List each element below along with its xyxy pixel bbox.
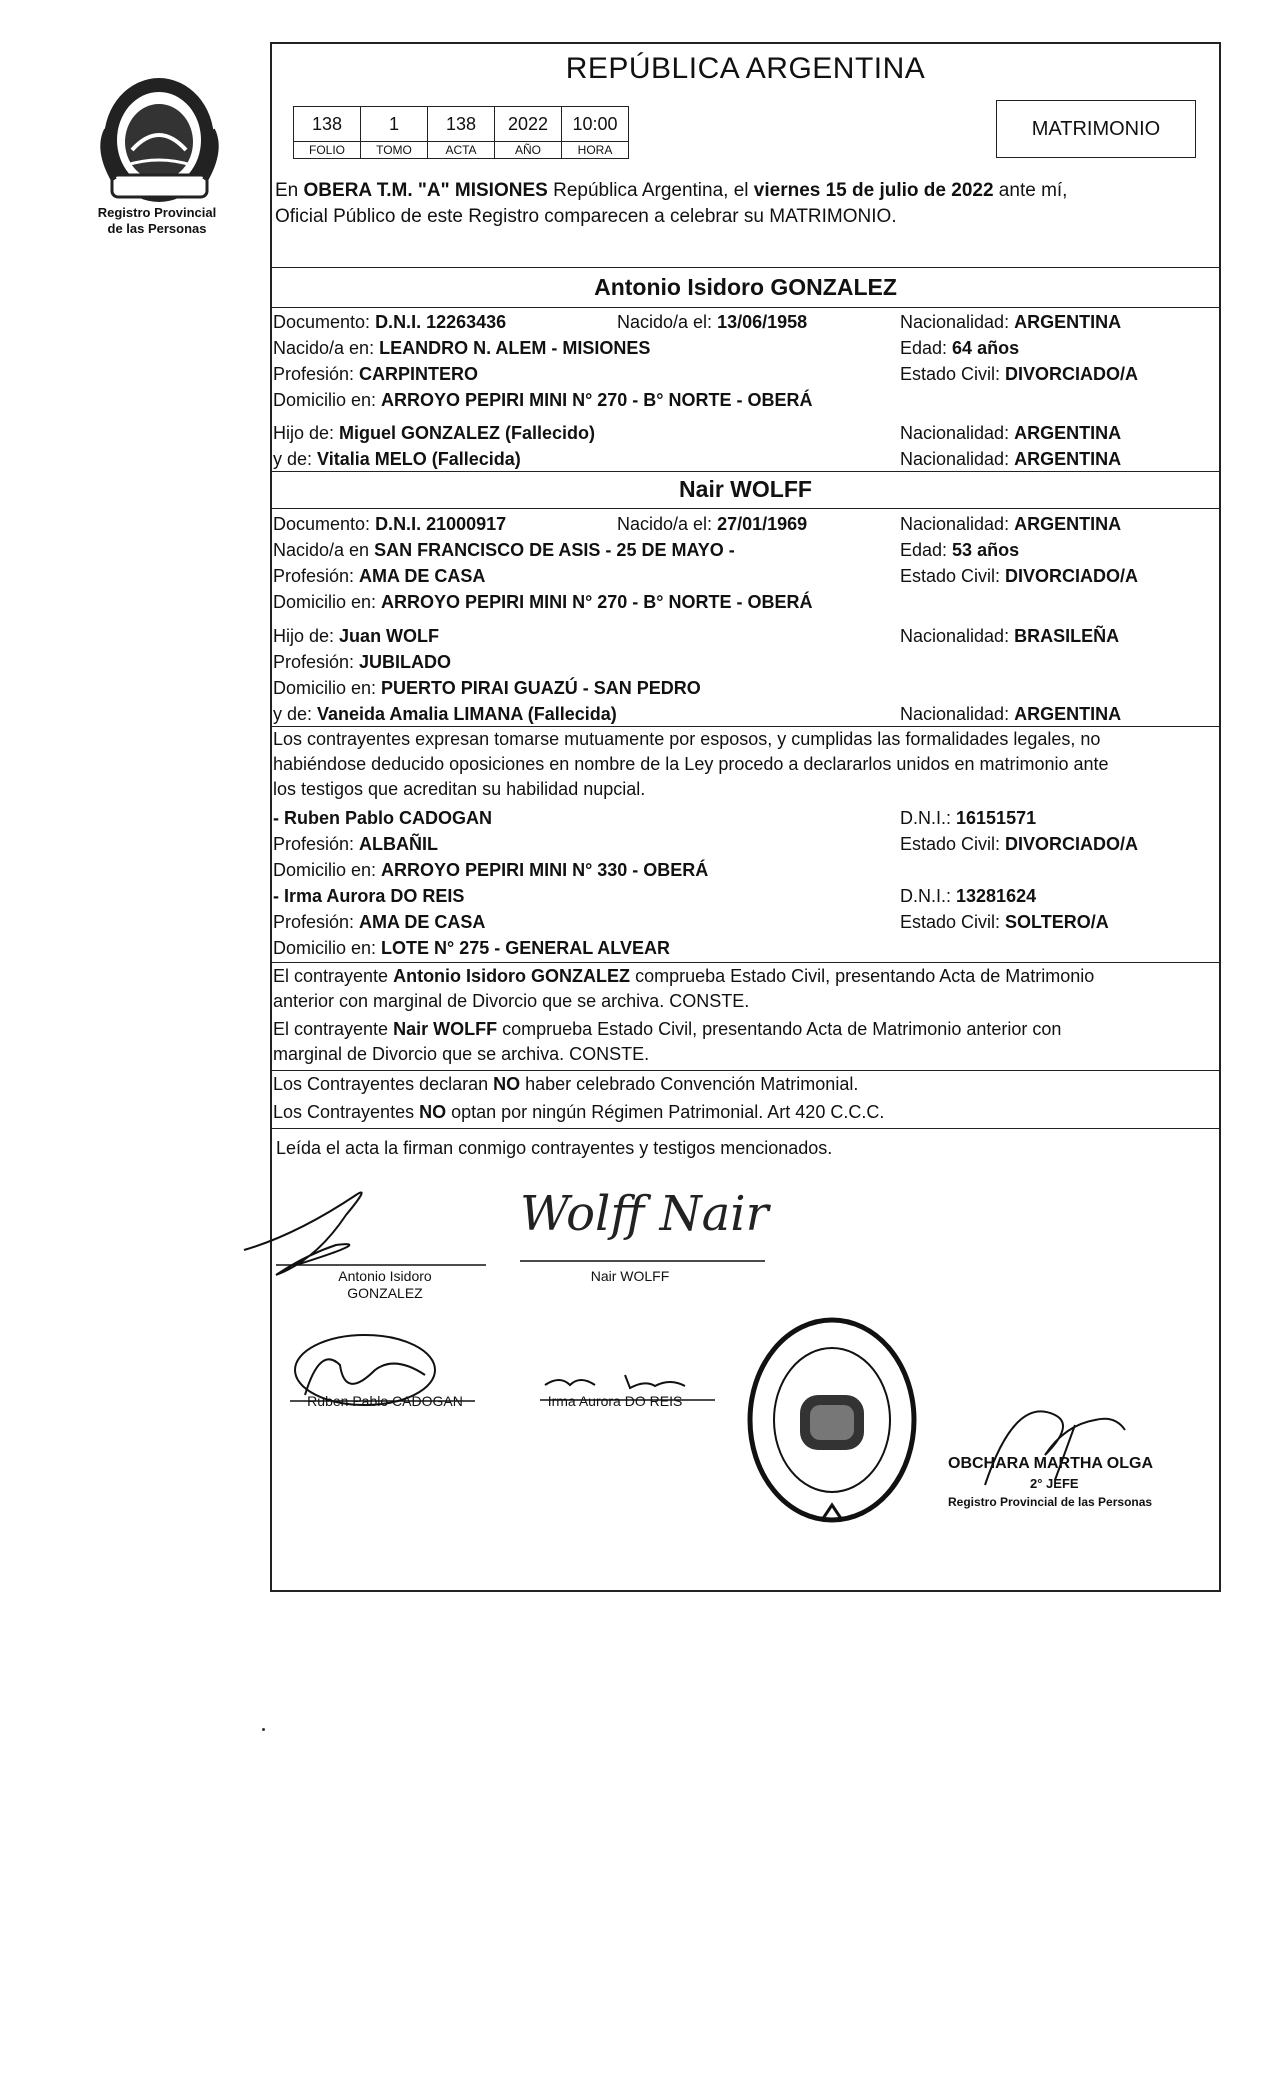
label: Nacionalidad: [900,514,1015,534]
value: - Ruben Pablo CADOGAN [273,808,492,828]
witness1-dom [273,858,708,882]
value: ARROYO PEPIRI MINI N° 270 - B° NORTE - OBERÁ [381,592,813,612]
official-name: OBCHARA MARTHA OLGA [948,1455,1154,1472]
label: Domicilio en: [273,938,382,958]
value: DIVORCIADO/A [1005,834,1139,854]
note-emph: NO [493,1074,521,1094]
signature-name-line: GONZALEZ [347,1285,423,1301]
value: ARGENTINA [1014,514,1122,534]
spouse2-father [273,624,439,648]
signature-label-wolff: Nair WOLFF [590,1268,670,1284]
witness1-name [273,806,492,830]
signature-cadogan [285,1325,485,1425]
value: 27/01/1969 [717,514,808,534]
spouse1-mother-nat [900,447,1121,471]
declaration-line: Los contrayentes expresan tomarse mutuamente por esposos, y cumplidas las formalidades legales, no [273,729,1101,749]
value: BRASILEÑA [1014,626,1120,646]
value: ALBAÑIL [359,834,439,854]
value: Miguel GONZALEZ (Fallecido) [339,423,596,443]
witness2-dni [900,884,1036,908]
witness1-dni [900,806,1036,830]
document-title: REPÚBLICA ARGENTINA [565,52,926,85]
note-text: comprueba Estado Civil, presentando Acta de Matrimonio anterior con [497,1019,1062,1039]
spouse2-birthplace [273,538,735,562]
divider [270,471,1221,472]
intro-text: ante mí, [993,180,1068,201]
spouse2-name: Nair WOLFF [679,476,812,502]
spouse2-doc [273,512,506,536]
value: LOTE N° 275 - GENERAL ALVEAR [381,938,670,958]
label: y de: [273,704,318,724]
label: D.N.I.: [900,886,957,906]
spouse1-nat [900,310,1121,334]
value: CARPINTERO [359,364,479,384]
note-line [273,1017,1061,1042]
label: Domicilio en: [273,860,382,880]
logo-caption-line2: de las Personas [107,221,207,236]
note-convencion [273,1072,858,1097]
value: SAN FRANCISCO DE ASIS - 25 DE MAYO - [374,540,735,560]
intro-place: OBERA T.M. "A" MISIONES [303,180,548,201]
spouse2-dom [273,590,813,614]
label: Domicilio en: [273,390,382,410]
logo-caption-line1: Registro Provincial [97,205,217,220]
note-spouse1 [273,964,1094,1014]
label: Hijo de: [273,423,340,443]
spouse1-father-nat [900,421,1121,445]
official-org: Registro Provincial de las Personas [948,1495,1153,1509]
spouse2-born [617,512,807,536]
note-text: haber celebrado Convención Matrimonial. [520,1074,859,1094]
signature-name-line: Antonio Isidoro [338,1268,432,1284]
note-text: Los Contrayentes [273,1102,420,1122]
divider [270,1128,1221,1129]
tomo-value: 1 [361,107,428,142]
value: ARGENTINA [1014,423,1122,443]
spouse2-mother-nat [900,702,1121,726]
spouse1-dom [273,388,813,412]
spouse1-mother [273,447,521,471]
witness2-name [273,884,464,908]
label: Hijo de: [273,626,340,646]
label: Documento: [273,514,376,534]
spouse2-father-prof [273,650,451,674]
signature-label-doreis: Irma Aurora DO REIS [547,1393,683,1409]
note-text: comprueba Estado Civil, presentando Acta de Matrimonio [630,966,1095,986]
signature-wolff-script: Wolff Nair [520,1186,769,1242]
folio-value: 138 [294,107,361,142]
witness2-civil [900,910,1109,934]
doc-type-box: MATRIMONIO [996,100,1196,158]
divider [270,962,1221,963]
value: SOLTERO/A [1005,912,1109,932]
intro-text: En [275,180,304,201]
intro-paragraph [275,178,1217,230]
label: Estado Civil: [900,912,1006,932]
intro-text: República Argentina, el [547,180,754,201]
note-regimen [273,1100,884,1125]
anio-value: 2022 [495,107,562,142]
value: JUBILADO [359,652,452,672]
witness1-prof [273,832,438,856]
value: Juan WOLF [339,626,440,646]
value: Vitalia MELO (Fallecida) [317,449,521,469]
spouse1-prof [273,362,478,386]
spouse1-doc [273,310,506,334]
intro-line2: Oficial Público de este Registro comparecen a celebrar su MATRIMONIO. [275,206,897,227]
spouse2-mother [273,702,617,726]
label: Estado Civil: [900,566,1006,586]
label: Profesión: [273,912,360,932]
value: 53 años [952,540,1020,560]
label: Profesión: [273,566,360,586]
provincia-misiones-logo [92,70,227,210]
spouse2-father-dom [273,676,701,700]
value: 64 años [952,338,1020,358]
label: Edad: [900,540,953,560]
note-name: Nair WOLFF [393,1019,498,1039]
record-boxes [293,106,629,159]
divider [270,1070,1221,1071]
value: ARGENTINA [1014,312,1122,332]
label: Nacido/a en: [273,338,380,358]
logo-caption [82,205,232,237]
signature-label-gonzalez [310,1268,460,1302]
note-emph: NO [419,1102,447,1122]
note-line: anterior con marginal de Divorcio que se archiva. CONSTE. [273,991,750,1011]
acta-label: ACTA [428,142,495,159]
hora-label: HORA [562,142,629,159]
registro-seal [742,1315,922,1535]
intro-date: viernes 15 de julio de 2022 [753,180,994,201]
note-spouse2 [273,1017,1061,1067]
value: 13/06/1958 [717,312,808,332]
note-text: El contrayente [273,966,394,986]
spouse1-birthplace [273,336,650,360]
label: Nacido/a el: [617,312,718,332]
acta-value: 138 [428,107,495,142]
official-role: 2° JEFE [1030,1476,1079,1491]
label: Nacido/a el: [617,514,718,534]
declaration-line: habiéndose deducido oposiciones en nombre de la Ley procedo a declararlos unidos en matrimonio ante [273,754,1109,774]
label: Domicilio en: [273,678,382,698]
label: Nacionalidad: [900,626,1015,646]
label: Nacionalidad: [900,312,1015,332]
value: ARGENTINA [1014,704,1122,724]
declaration [273,727,1109,802]
value: 13281624 [956,886,1037,906]
label: Profesión: [273,652,360,672]
label: Nacionalidad: [900,449,1015,469]
value: DIVORCIADO/A [1005,364,1139,384]
note-reading: Leída el acta la firman conmigo contrayentes y testigos mencionados. [276,1138,833,1158]
tomo-label: TOMO [361,142,428,159]
note-line: marginal de Divorcio que se archiva. CONSTE. [273,1044,650,1064]
note-name: Antonio Isidoro GONZALEZ [393,966,631,986]
spouse2-age [900,538,1019,562]
declaration-line: los testigos que acreditan su habilidad nupcial. [273,779,646,799]
divider [270,307,1221,308]
spouse1-father [273,421,595,445]
value: 16151571 [956,808,1037,828]
divider [270,267,1221,268]
stray-mark [262,1728,265,1731]
label: Nacionalidad: [900,423,1015,443]
witness1-civil [900,832,1138,856]
witness2-dom [273,936,670,960]
spouse2-nat [900,512,1121,536]
value: ARGENTINA [1014,449,1122,469]
label: D.N.I.: [900,808,957,828]
spouse1-name: Antonio Isidoro GONZALEZ [594,274,897,300]
note-text: Los Contrayentes declaran [273,1074,494,1094]
folio-label: FOLIO [294,142,361,159]
value: AMA DE CASA [359,566,486,586]
label: Profesión: [273,364,360,384]
value: AMA DE CASA [359,912,486,932]
spouse2-father-nat [900,624,1119,648]
note-line [273,964,1094,989]
divider [270,508,1221,509]
spouse1-age [900,336,1019,360]
signature-label-cadogan: Ruben Pablo CADOGAN [307,1393,463,1409]
label: Profesión: [273,834,360,854]
note-text: optan por ningún Régimen Patrimonial. Art 420 C.C.C. [446,1102,885,1122]
spouse1-civil [900,362,1138,386]
label: Domicilio en: [273,592,382,612]
value: D.N.I. 12263436 [375,312,507,332]
label: Nacido/a en [273,540,375,560]
label: Estado Civil: [900,364,1006,384]
value: D.N.I. 21000917 [375,514,507,534]
anio-label: AÑO [495,142,562,159]
value: Vaneida Amalia LIMANA (Fallecida) [317,704,617,724]
value: ARROYO PEPIRI MINI N° 270 - B° NORTE - OBERÁ [381,390,813,410]
value: ARROYO PEPIRI MINI N° 330 - OBERÁ [381,860,709,880]
value: DIVORCIADO/A [1005,566,1139,586]
label: Nacionalidad: [900,704,1015,724]
label: Edad: [900,338,953,358]
label: Documento: [273,312,376,332]
note-text: El contrayente [273,1019,394,1039]
witness2-prof [273,910,485,934]
spouse2-prof [273,564,485,588]
label: Estado Civil: [900,834,1006,854]
spouse1-born [617,310,807,334]
value: LEANDRO N. ALEM - MISIONES [379,338,651,358]
spouse2-civil [900,564,1138,588]
label: y de: [273,449,318,469]
value: PUERTO PIRAI GUAZÚ - SAN PEDRO [381,678,701,698]
value: - Irma Aurora DO REIS [273,886,465,906]
hora-value: 10:00 [562,107,629,142]
